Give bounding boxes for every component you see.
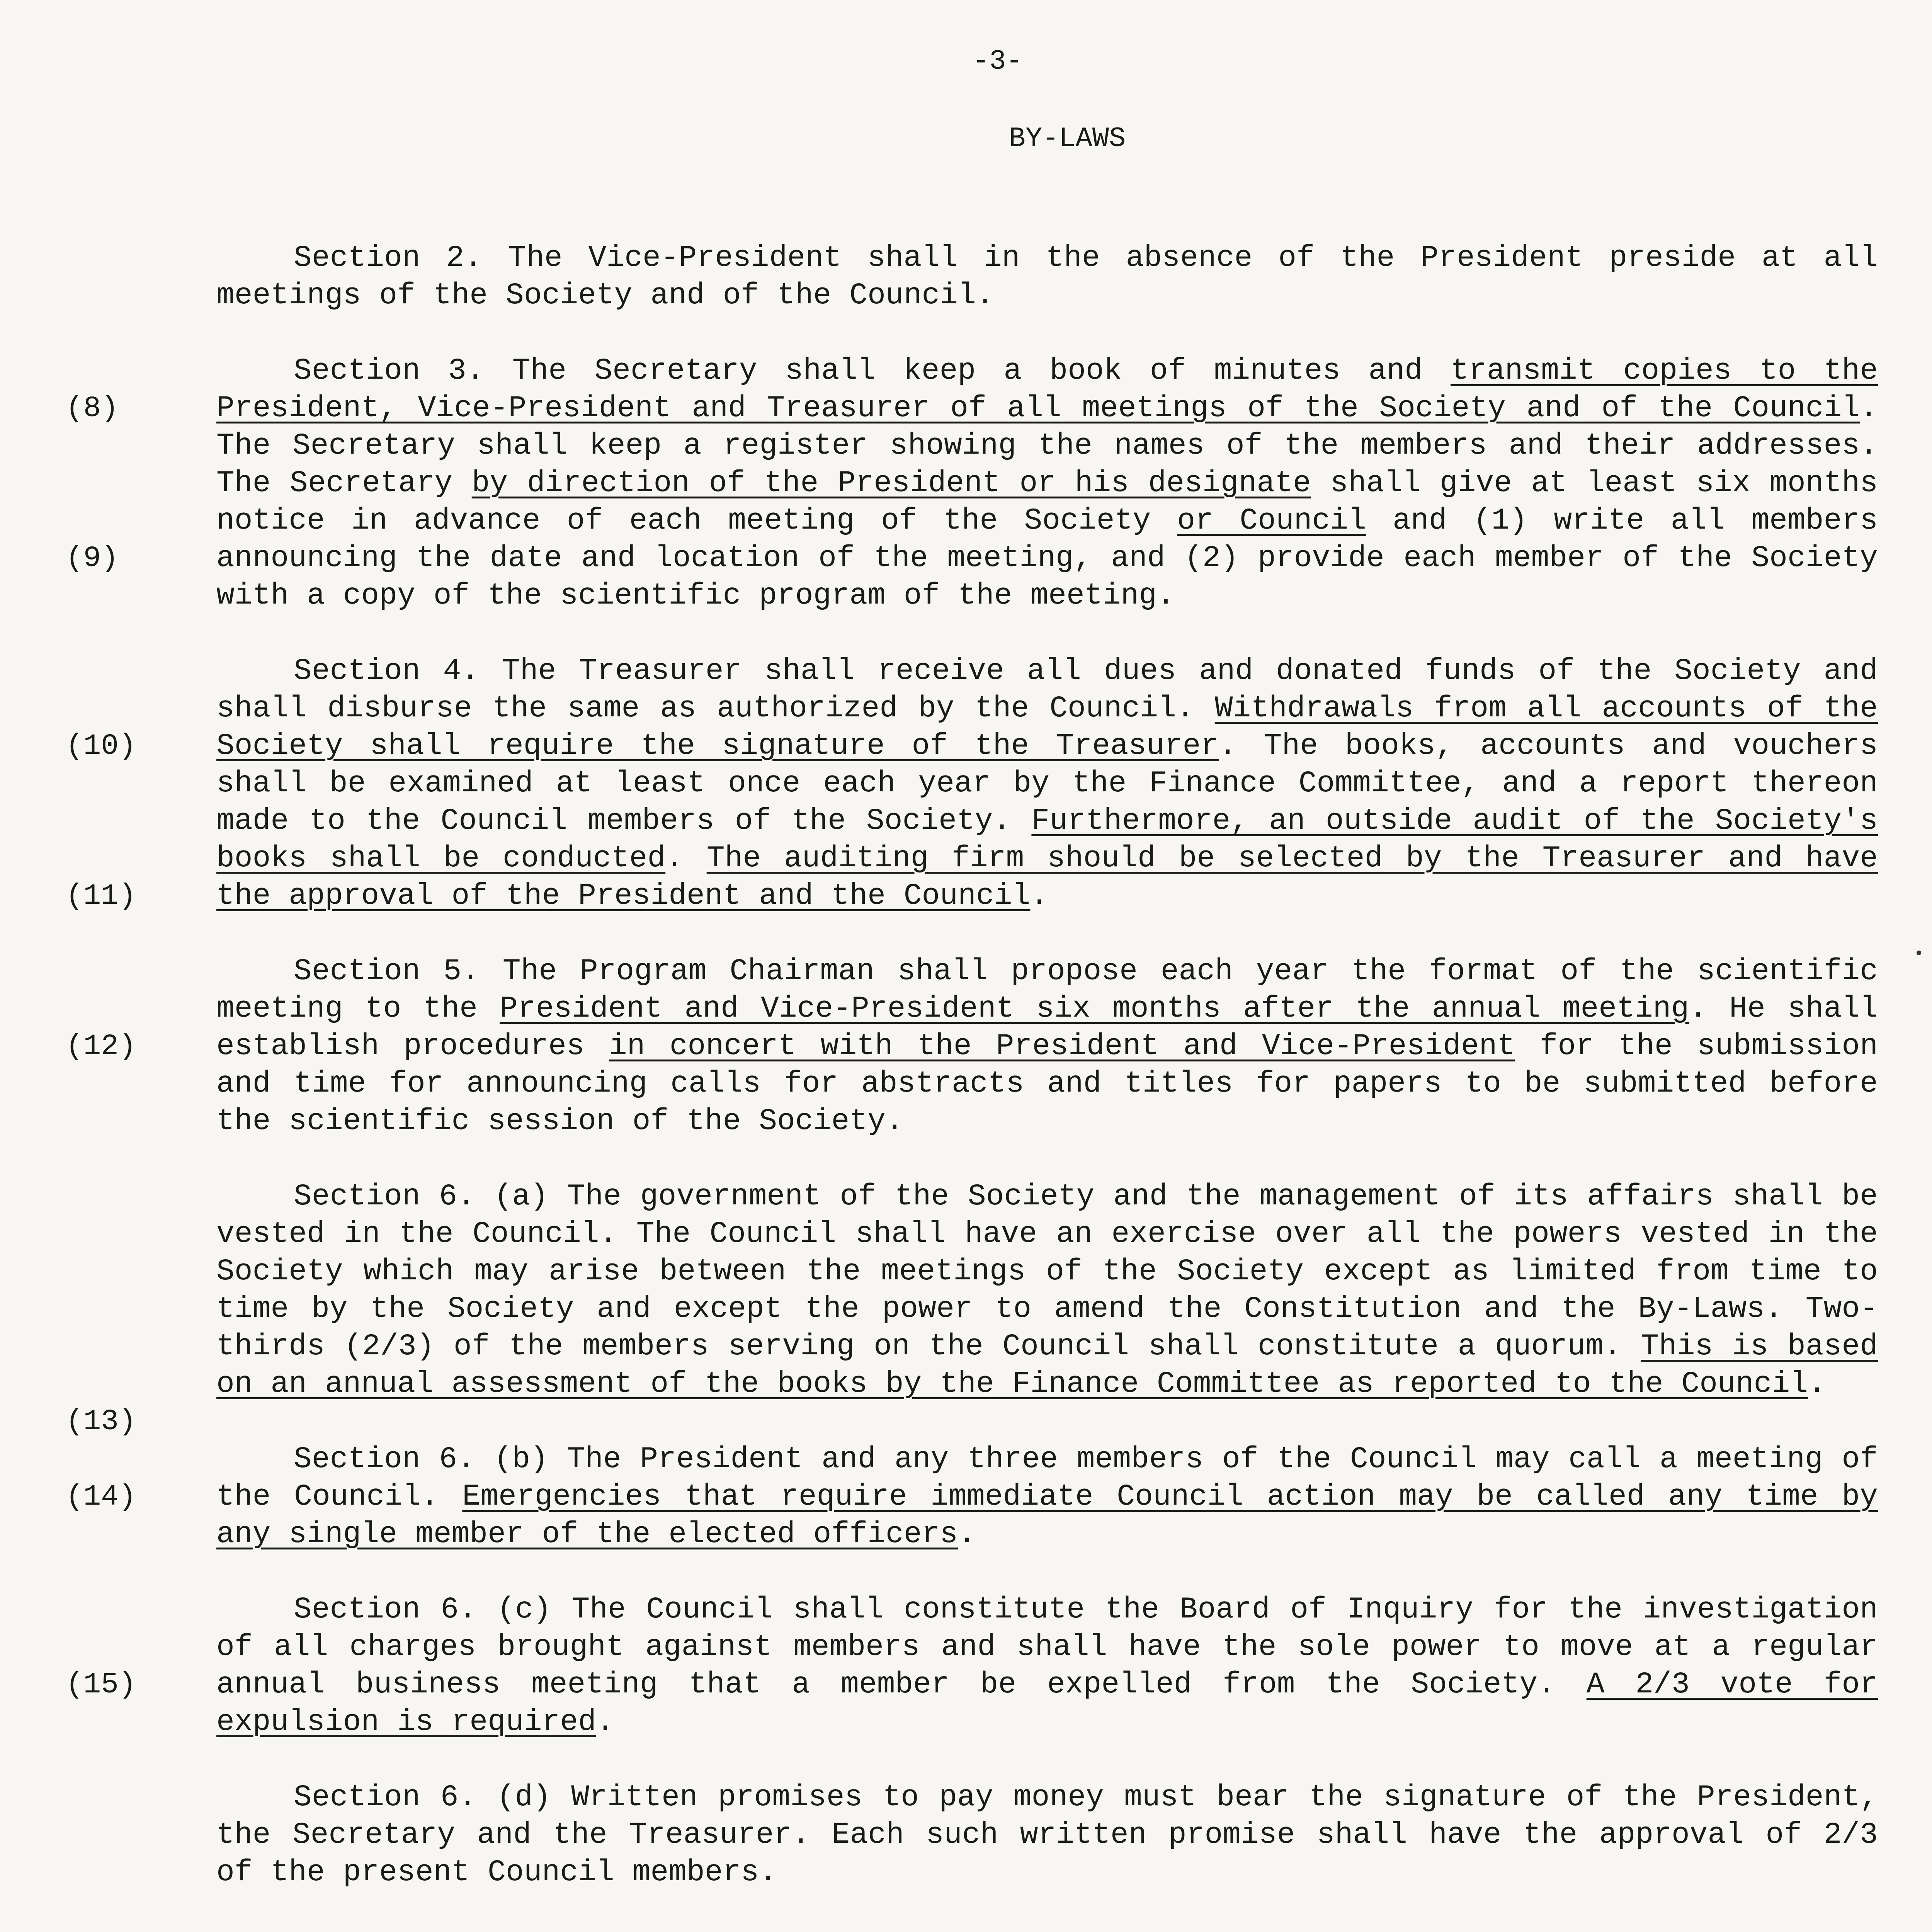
section-text xyxy=(216,654,1878,913)
section-text xyxy=(216,354,1878,613)
amended-text: by direction of the President or his designate xyxy=(471,466,1311,500)
amended-text: Emergencies that require immediate Council action may be called any time by any single member of the elected officers xyxy=(216,1480,1878,1551)
section-text-run: . xyxy=(1808,1367,1826,1401)
section-label: Section 3. xyxy=(294,354,485,388)
section-text xyxy=(216,1593,1878,1739)
section-text-run: shall give at least six months notice in advance of each meeting of the Society xyxy=(216,466,1878,538)
section-text-run: . xyxy=(1030,879,1049,913)
section-paragraph xyxy=(66,1178,1878,1438)
section-text-run: Written promises to pay money must bear the signature of the President, the Secretary and the Treasurer. Each such written promise shall have the approval of 2/3 of the present Council members. xyxy=(216,1781,1878,1889)
section-text-run: for the submission and time for announcing calls for abstracts and titles for papers to be submitted before the scientific session of the Society. xyxy=(216,1029,1878,1138)
amended-text: This is based on an annual assessment of the books by the Finance Committee as reported to the Council xyxy=(216,1330,1878,1401)
section-text-run: . xyxy=(958,1517,976,1551)
section-text-run: The Vice-President shall in the absence of the President preside at all meetings of the Society and of the Council. xyxy=(216,241,1878,313)
section-text-run: The President and any three members of the Council may call a meeting of the Council. xyxy=(216,1442,1878,1514)
section-label: Section 6. (c) xyxy=(294,1593,551,1627)
section-text xyxy=(216,1180,1878,1401)
section-paragraph xyxy=(66,1441,1878,1553)
section-text-run: The government of the Society and the management of its affairs shall be vested in the Council. The Council shall have an exercise over all the powers vested in the Society which may arise between the meetings of the Society except as limited from time to time by the Society and except the power to amend the Constitution and the By-Laws. Two-thirds (2/3) of the members serving on the Council shall constitute a quorum. xyxy=(216,1180,1878,1364)
amended-text: transmit copies to the President, Vice-President and Treasurer of all meetings of the Society and of the Council xyxy=(216,354,1878,425)
section-label: Section 6. (b) xyxy=(294,1442,548,1476)
margin-note: (15) xyxy=(66,1668,136,1701)
section-text xyxy=(216,954,1878,1138)
page-number: -3- xyxy=(973,46,1023,77)
margin-note: (14) xyxy=(66,1480,136,1514)
speck xyxy=(1917,951,1921,955)
section-paragraph xyxy=(66,1591,1878,1741)
amended-text: Withdrawals from all accounts of the Society shall require the signature of the Treasurer xyxy=(216,692,1878,763)
section-label: Section 6. (d) xyxy=(294,1781,551,1815)
amended-text: or Council xyxy=(1177,504,1366,538)
margin-note: (12) xyxy=(66,1030,136,1063)
margin-note: (8) xyxy=(66,392,119,425)
amended-text: Furthermore, an outside audit of the Society's books shall be conducted xyxy=(216,804,1878,876)
section-text-run: . xyxy=(596,1705,614,1739)
section-text-run: . xyxy=(665,842,707,876)
section-text-run: . The books, accounts and vouchers shall be examined at least once each year by the Finance Committee, and a report thereon made to the Council members of the Society. xyxy=(216,729,1878,838)
section-text-run: . He shall establish procedures xyxy=(216,992,1878,1063)
section-paragraph xyxy=(216,1779,1878,1891)
section-text xyxy=(216,1781,1878,1889)
page-heading: BY-LAWS xyxy=(1009,123,1126,155)
amended-text: A 2/3 vote for expulsion is required xyxy=(216,1668,1878,1739)
section-text xyxy=(216,241,1878,313)
section-paragraph xyxy=(216,240,1878,315)
section-text-run: The Program Chairman shall propose each year the format of the scientific meeting to the xyxy=(216,954,1878,1026)
section-paragraph xyxy=(66,352,1878,615)
margin-note: (11) xyxy=(66,879,136,913)
section-text-run: and (1) write all members announcing the date and location of the meeting, and (2) provide each member of the Society with a copy of the scientific program of the meeting. xyxy=(216,504,1878,613)
margin-note: (9) xyxy=(66,542,119,575)
section-paragraph xyxy=(66,653,1878,915)
by-laws-body xyxy=(66,240,1878,1929)
margin-note: (10) xyxy=(66,730,136,763)
section-text-run: The Secretary shall keep a book of minutes and xyxy=(484,354,1451,388)
amended-text: The auditing firm should be selected by the Treasurer and have the approval of the President and the Council xyxy=(216,842,1878,913)
margin-note: (13) xyxy=(66,1405,136,1438)
section-text-run: The Council shall constitute the Board of Inquiry for the investigation of all charges brought against members and shall have the sole power to move at a regular annual business meeting that a member be expelled from the Society. xyxy=(216,1593,1878,1702)
amended-text: in concert with the President and Vice-President xyxy=(609,1029,1515,1063)
section-label: Section 4. xyxy=(294,654,480,688)
amended-text: President and Vice-President six months after the annual meeting xyxy=(500,992,1689,1026)
section-text-run: . The Secretary shall keep a register showing the names of the members and their addresses. The Secretary xyxy=(216,391,1878,500)
section-label: Section 6. (a) xyxy=(294,1180,549,1214)
section-label: Section 5. xyxy=(294,954,480,988)
section-label: Section 2. xyxy=(294,241,483,275)
section-text-run: The Treasurer shall receive all dues and donated funds of the Society and shall disburse the same as authorized by the Council. xyxy=(216,654,1878,726)
section-text xyxy=(216,1442,1878,1551)
section-paragraph xyxy=(66,953,1878,1140)
